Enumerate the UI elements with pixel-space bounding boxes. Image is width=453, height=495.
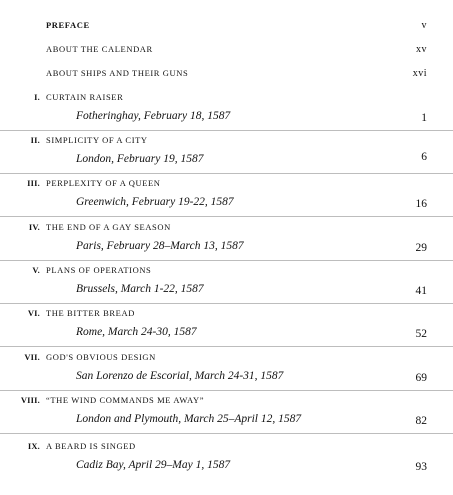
divider	[0, 173, 453, 174]
chapter-page: 82	[415, 415, 427, 427]
chapter-title: CURTAIN RAISER	[46, 92, 124, 102]
chapter-place-date: London and Plymouth, March 25–April 12, 1587	[76, 413, 302, 425]
chapter-place-date: Cadiz Bay, April 29–May 1, 1587	[76, 459, 231, 471]
chapter-page: 69	[415, 372, 427, 384]
chapter-title: PERPLEXITY OF A QUEEN	[46, 178, 161, 188]
entry-page: xvi	[412, 68, 427, 79]
divider	[0, 433, 453, 434]
chapter-page: 16	[415, 198, 427, 210]
entry-page: xv	[416, 44, 427, 55]
chapter-number: II.	[30, 135, 40, 145]
chapter-place-date: Greenwich, February 19-22, 1587	[76, 196, 234, 208]
entry-page: v	[421, 20, 427, 31]
chapter-page: 6	[421, 151, 427, 163]
chapter-place-date: San Lorenzo de Escorial, March 24-31, 1587	[76, 370, 284, 382]
chapter-title: A BEARD IS SINGED	[46, 441, 136, 451]
chapter-number: IX.	[27, 441, 40, 451]
chapter-number: I.	[34, 92, 40, 102]
chapter-page: 93	[415, 461, 427, 473]
chapter-number: VIII.	[20, 395, 40, 405]
divider	[0, 260, 453, 261]
chapter-title: GOD'S OBVIOUS DESIGN	[46, 352, 156, 362]
chapter-number: VI.	[27, 308, 40, 318]
chapter-page: 29	[415, 242, 427, 254]
entry-title: ABOUT SHIPS AND THEIR GUNS	[46, 68, 189, 78]
chapter-place-date: Fotheringhay, February 18, 1587	[76, 110, 231, 122]
divider	[0, 216, 453, 217]
entry-title: ABOUT THE CALENDAR	[46, 44, 153, 54]
chapter-title: SIMPLICITY OF A CITY	[46, 135, 148, 145]
divider	[0, 130, 453, 131]
divider	[0, 390, 453, 391]
chapter-place-date: London, February 19, 1587	[76, 153, 204, 165]
chapter-number: V.	[32, 265, 40, 275]
divider	[0, 346, 453, 347]
chapter-page: 41	[415, 285, 427, 297]
chapter-number: IV.	[28, 222, 40, 232]
divider	[0, 303, 453, 304]
chapter-page: 1	[421, 112, 427, 124]
chapter-title: “THE WIND COMMANDS ME AWAY”	[46, 395, 205, 405]
chapter-title: PLANS OF OPERATIONS	[46, 265, 152, 275]
chapter-page: 52	[415, 328, 427, 340]
chapter-place-date: Rome, March 24-30, 1587	[76, 326, 197, 338]
chapter-number: VII.	[24, 352, 40, 362]
chapter-place-date: Paris, February 28–March 13, 1587	[76, 240, 244, 252]
chapter-title: THE END OF A GAY SEASON	[46, 222, 171, 232]
chapter-number: III.	[27, 178, 40, 188]
entry-title: PREFACE	[46, 20, 90, 30]
chapter-place-date: Brussels, March 1-22, 1587	[76, 283, 204, 295]
chapter-title: THE BITTER BREAD	[46, 308, 135, 318]
